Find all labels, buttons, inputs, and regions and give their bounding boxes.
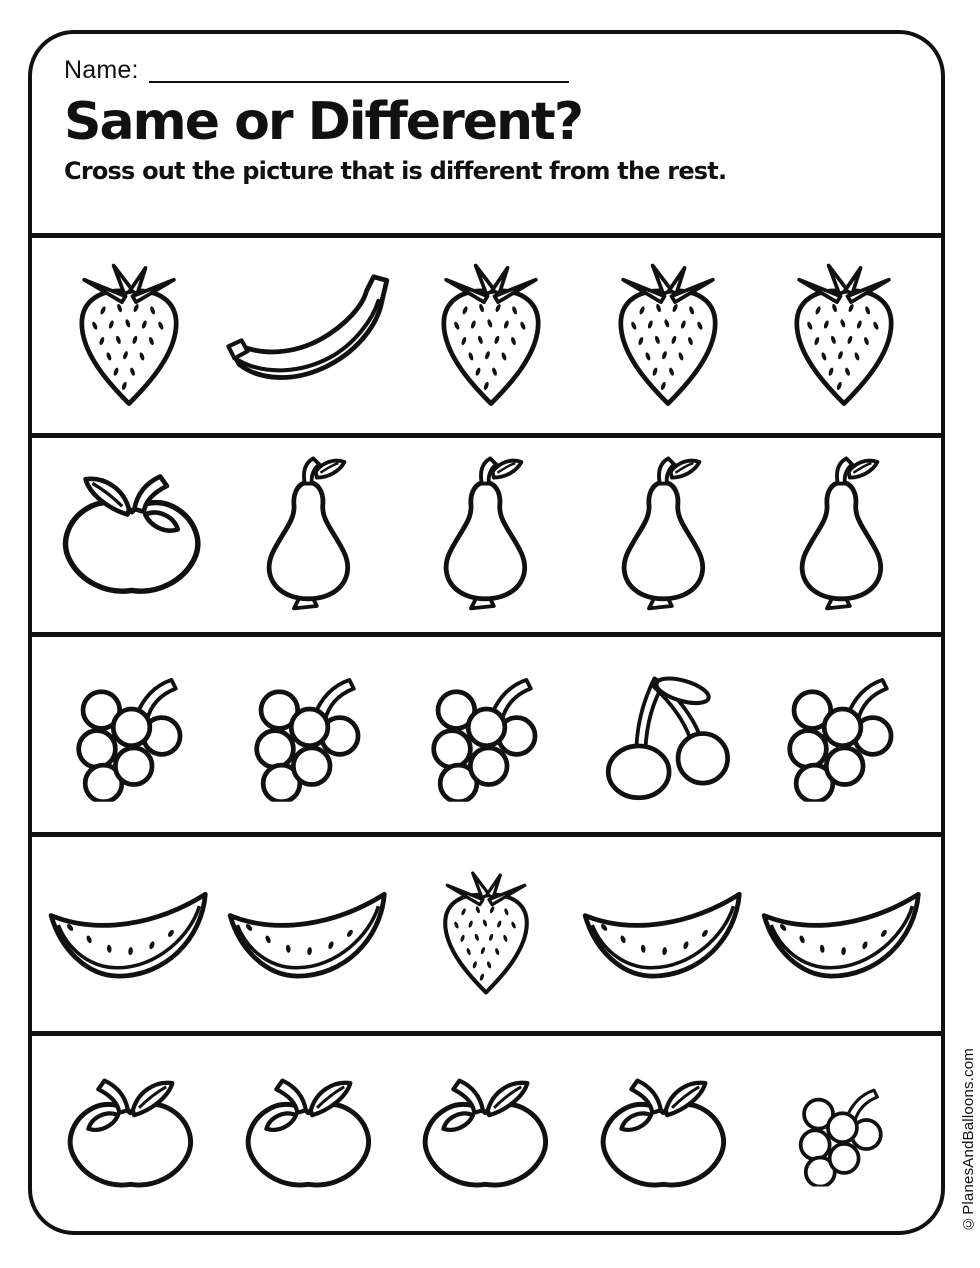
copyright-text: ©PlanesAndBalloons.com bbox=[960, 1048, 977, 1232]
apple-picture[interactable] bbox=[223, 1072, 393, 1195]
grapes-icon bbox=[69, 667, 193, 802]
pear-icon bbox=[607, 456, 721, 614]
grapes-picture[interactable] bbox=[401, 667, 571, 802]
cherries-icon bbox=[588, 666, 740, 803]
pear-icon bbox=[252, 456, 366, 614]
worksheet-frame bbox=[28, 30, 945, 1235]
pear-icon bbox=[429, 456, 543, 614]
banana-icon bbox=[220, 272, 400, 398]
watermelon-picture[interactable] bbox=[44, 880, 216, 989]
apple-picture[interactable] bbox=[45, 467, 215, 603]
worksheet-row-3 bbox=[32, 632, 941, 832]
grapes-picture[interactable] bbox=[45, 667, 215, 802]
watermelon-icon bbox=[757, 880, 929, 989]
grapes-picture[interactable] bbox=[757, 667, 927, 802]
cherries-picture[interactable] bbox=[579, 666, 749, 803]
watermelon-picture[interactable] bbox=[578, 880, 750, 989]
apple-icon bbox=[593, 1072, 735, 1195]
apple-picture[interactable] bbox=[45, 1072, 215, 1195]
strawberry-picture[interactable] bbox=[44, 262, 214, 410]
apple-icon bbox=[415, 1072, 557, 1195]
apple-picture[interactable] bbox=[401, 1072, 571, 1195]
strawberry-picture[interactable] bbox=[406, 262, 576, 410]
grapes-icon bbox=[247, 667, 371, 802]
strawberry-picture[interactable] bbox=[582, 262, 752, 410]
pear-picture[interactable] bbox=[757, 456, 927, 614]
strawberry-icon bbox=[70, 262, 188, 410]
apple-picture[interactable] bbox=[579, 1072, 749, 1195]
pear-picture[interactable] bbox=[579, 456, 749, 614]
banana-picture[interactable] bbox=[220, 272, 400, 398]
watermelon-picture[interactable] bbox=[223, 880, 395, 989]
watermelon-icon bbox=[578, 880, 750, 989]
grapes-picture[interactable] bbox=[757, 1080, 927, 1187]
pear-picture[interactable] bbox=[401, 456, 571, 614]
name-row bbox=[64, 56, 905, 85]
grapes-icon bbox=[424, 667, 548, 802]
pear-picture[interactable] bbox=[223, 456, 393, 614]
page-title: Same or Different? bbox=[64, 92, 583, 152]
strawberry-icon bbox=[609, 262, 727, 410]
strawberry-icon bbox=[435, 870, 537, 998]
apple-icon bbox=[60, 1072, 202, 1195]
apple-icon bbox=[53, 467, 209, 603]
grapes-icon bbox=[780, 667, 904, 802]
strawberry-icon bbox=[785, 262, 903, 410]
watermelon-icon bbox=[44, 880, 216, 989]
strawberry-icon bbox=[432, 262, 550, 410]
name-input-line[interactable] bbox=[149, 81, 569, 83]
name-label: Name: bbox=[64, 56, 139, 84]
worksheet-row-4 bbox=[32, 832, 941, 1032]
strawberry-picture[interactable] bbox=[401, 870, 571, 998]
worksheet-header bbox=[32, 34, 941, 233]
watermelon-icon bbox=[223, 880, 395, 989]
grapes-icon bbox=[793, 1080, 891, 1187]
grapes-picture[interactable] bbox=[223, 667, 393, 802]
apple-icon bbox=[238, 1072, 380, 1195]
watermelon-picture[interactable] bbox=[757, 880, 929, 989]
worksheet-row-5 bbox=[32, 1031, 941, 1231]
worksheet-row-2 bbox=[32, 433, 941, 633]
worksheet-row-1 bbox=[32, 233, 941, 433]
strawberry-picture[interactable] bbox=[759, 262, 929, 410]
instructions-text: Cross out the picture that is different from the rest. bbox=[64, 156, 727, 185]
pear-icon bbox=[785, 456, 899, 614]
rows bbox=[32, 233, 941, 1231]
